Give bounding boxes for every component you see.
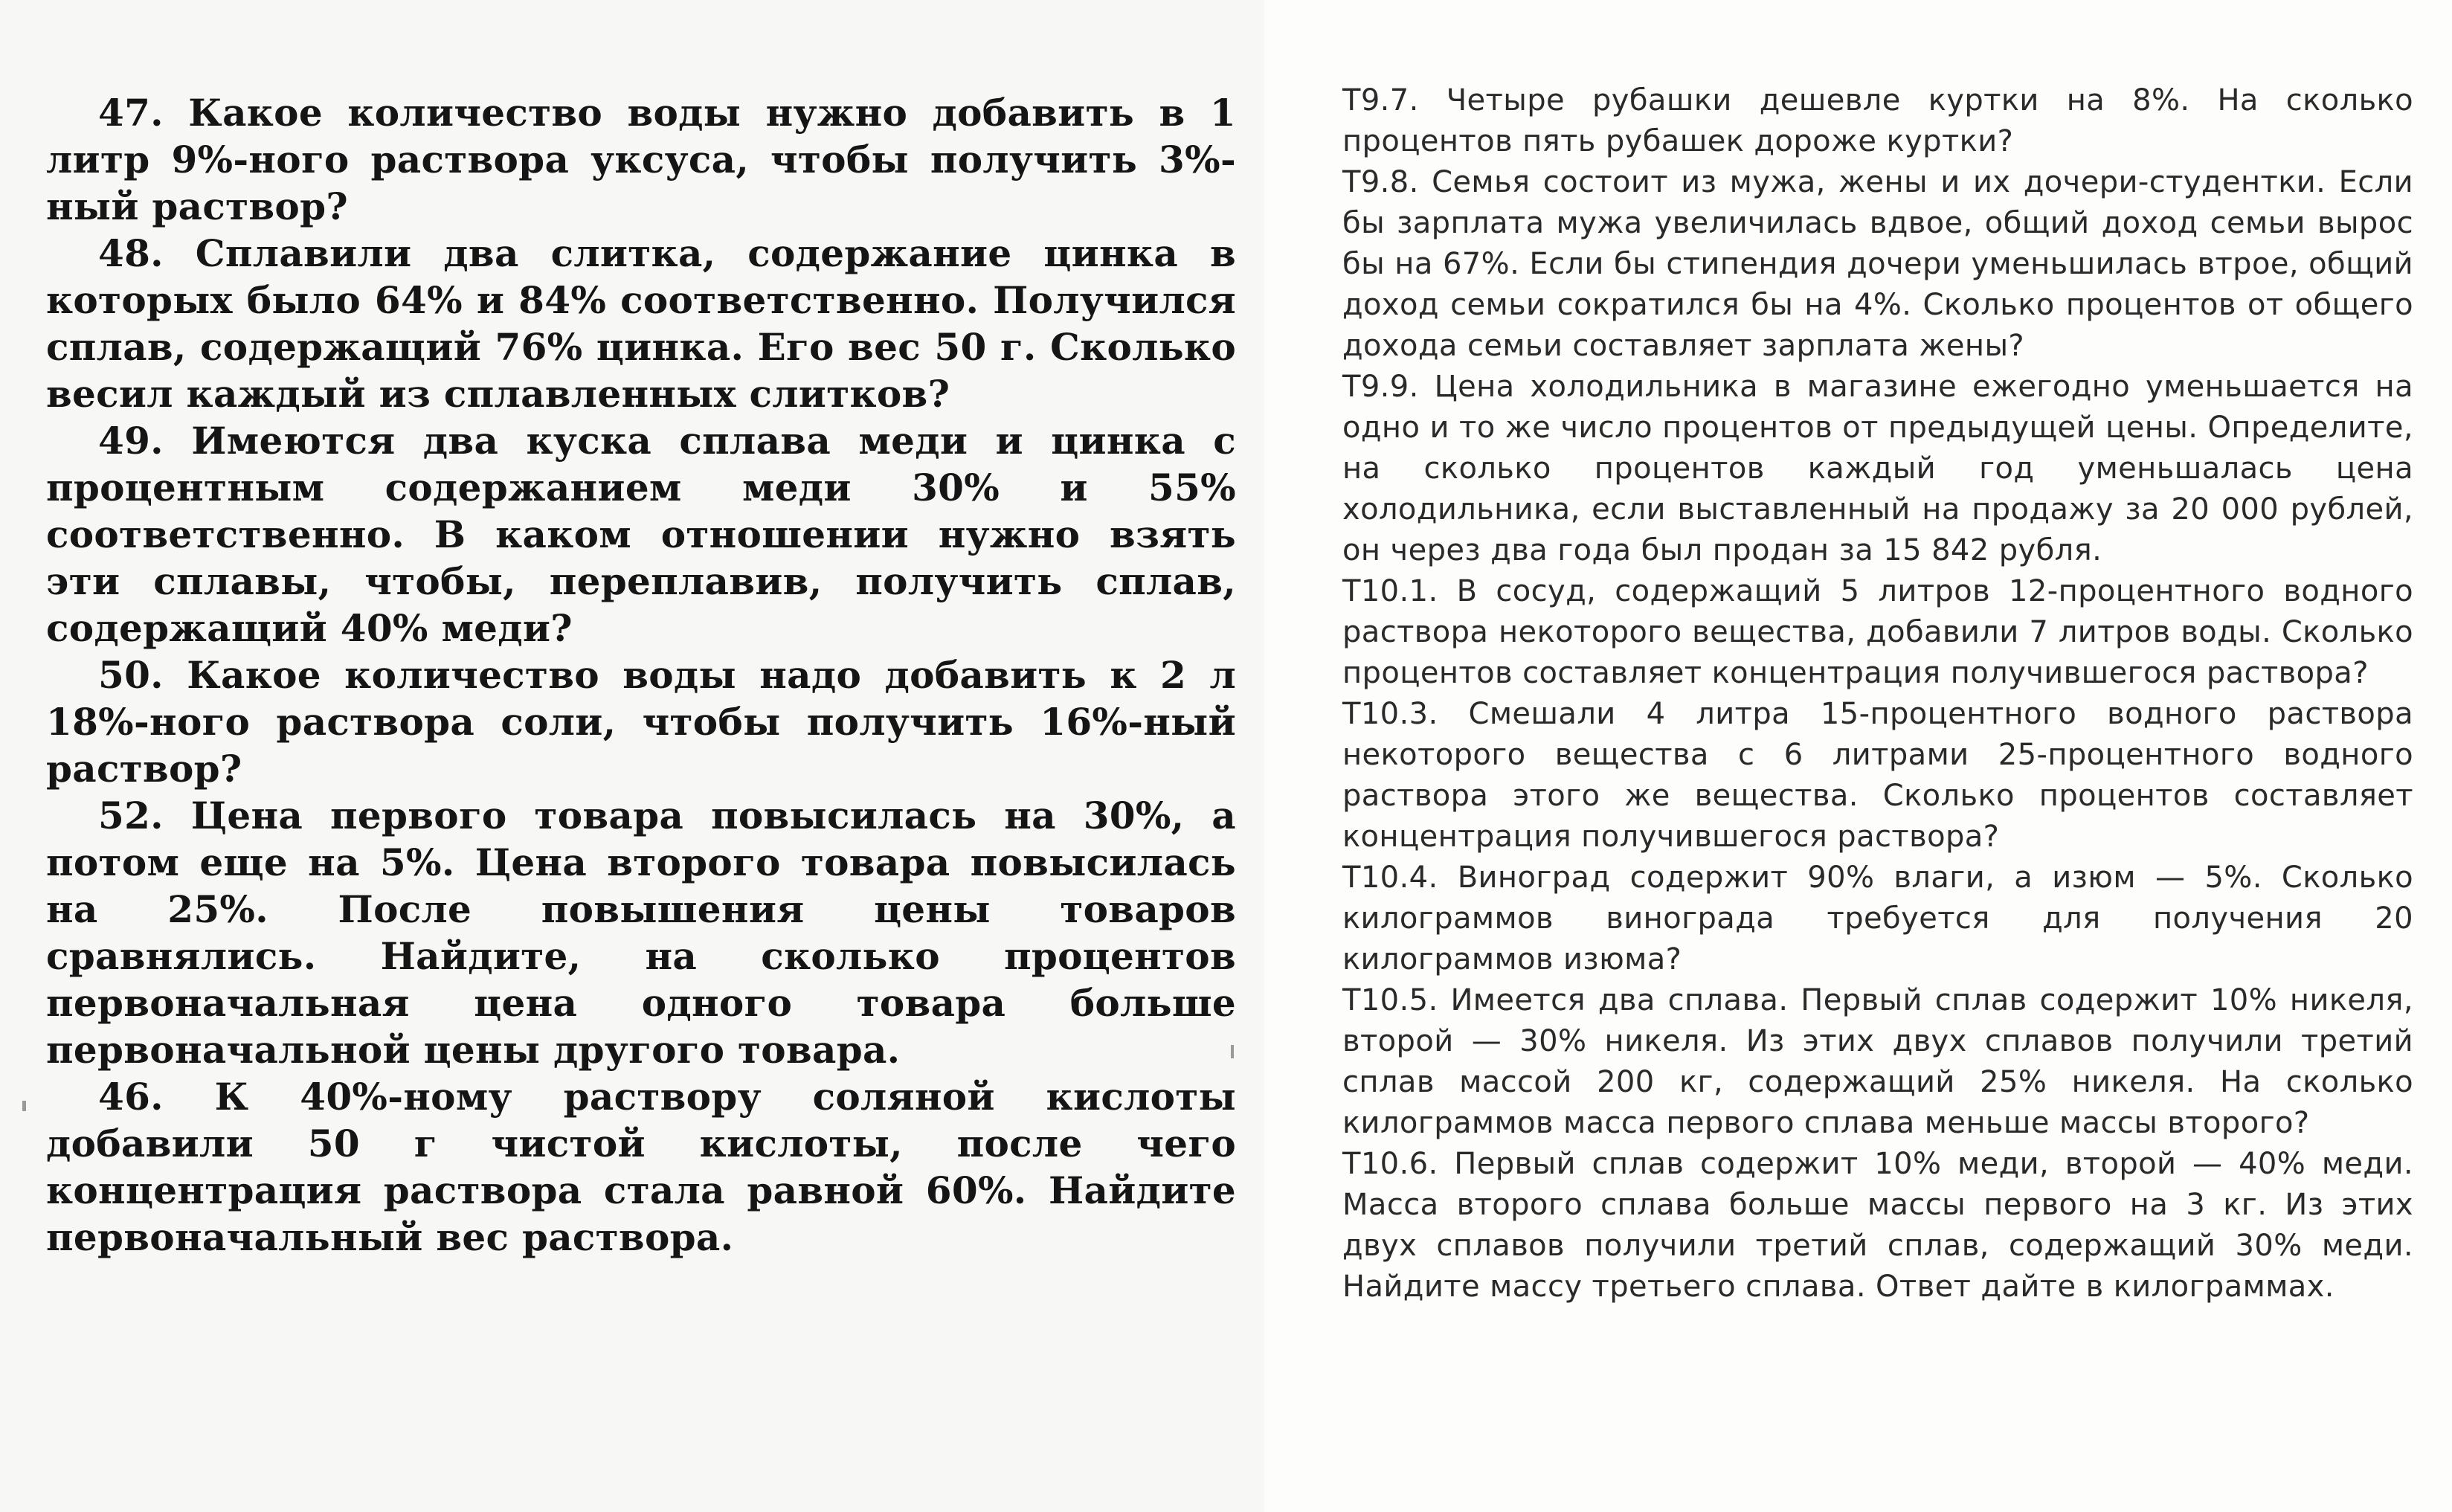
problem-text: Сплавили два слитка, содержание цинка в которых было 64% и 84% соответственно. Получился сплав, содержащий 76% цинка. Его вес 50 г. Сколько весил каждый из сплавленных слитков? bbox=[46, 231, 1236, 416]
right-problem-list bbox=[1342, 80, 2413, 1307]
problem-number: 52. bbox=[98, 794, 164, 837]
problem-t10-6 bbox=[1342, 1144, 2413, 1307]
problem-text: Смешали 4 литра 15-процентного водного раствора некоторого вещества с 6 литрами 25-процентного водного раствора этого же вещества. Сколько процентов составляет концентрация получившегося раствора? bbox=[1342, 697, 2413, 854]
left-problem-list bbox=[46, 89, 1236, 1261]
problem-number: Т9.7. bbox=[1342, 83, 1419, 118]
problem-t10-1 bbox=[1342, 571, 2413, 694]
problem-number: Т10.6. bbox=[1342, 1147, 1438, 1181]
problem-t10-4 bbox=[1342, 858, 2413, 980]
problem-text: В сосуд, содержащий 5 литров 12-процентного водного раствора некоторого вещества, добавили 7 литров воды. Сколько процентов составляет концентрация получившегося раствора? bbox=[1342, 574, 2413, 690]
problem-t9-7 bbox=[1342, 80, 2413, 162]
problem-52 bbox=[46, 792, 1236, 1073]
problem-text: Имеется два сплава. Первый сплав содержит 10% никеля, второй — 30% никеля. Из этих двух сплавов получили третий сплав массой 200 кг, содержащий 25% никеля. На сколько килограммов масса первого сплава меньше массы второго? bbox=[1342, 983, 2413, 1140]
problem-number: Т10.4. bbox=[1342, 860, 1438, 895]
problem-t9-8 bbox=[1342, 162, 2413, 367]
problem-text: К 40%-ному раствору соляной кислоты добавили 50 г чистой кислоты, после чего концентрация раствора стала равной 60%. Найдите первоначальный вес раствора. bbox=[46, 1075, 1236, 1259]
problem-number: 47. bbox=[98, 91, 164, 135]
problem-number: Т10.3. bbox=[1342, 697, 1438, 731]
problem-number: 50. bbox=[98, 653, 164, 697]
problem-text: Какое количество воды нужно добавить в 1 литр 9%-ного раствора уксуса, чтобы получить 3%-ный раствор? bbox=[46, 91, 1236, 228]
problem-text: Какое количество воды надо добавить к 2 л 18%-ного раствора соли, чтобы получить 16%-ный раствор? bbox=[46, 653, 1237, 791]
problem-t10-5 bbox=[1342, 980, 2413, 1144]
problem-text: Цена первого товара повысилась на 30%, а потом еще на 5%. Цена второго товара повысилась на 25%. После повышения цены товаров сравнялись. Найдите, на сколько процентов первоначальная цена одного товара больше первоначальной цены другого товара. bbox=[46, 794, 1236, 1072]
problem-50 bbox=[46, 652, 1236, 792]
problem-text: Семья состоит из мужа, жены и их дочери-студентки. Если бы зарплата мужа увеличилась вдвое, общий доход семьи вырос бы на 67%. Если бы стипендия дочери уменьшилась втрое, общий доход семьи сократился бы на 4%. Сколько процентов от общего дохода семьи составляет зарплата жены? bbox=[1342, 165, 2413, 363]
problem-number: Т9.8. bbox=[1342, 165, 1419, 199]
problem-46 bbox=[46, 1073, 1236, 1261]
problem-t10-3 bbox=[1342, 694, 2413, 858]
problem-49 bbox=[46, 417, 1236, 652]
problem-number: Т10.1. bbox=[1342, 574, 1438, 608]
problem-number: 46. bbox=[98, 1075, 164, 1119]
problem-text: Имеются два куска сплава меди и цинка с процентным содержанием меди 30% и 55% соответственно. В каком отношении нужно взять эти сплавы, чтобы, переплавив, получить сплав, содержащий 40% меди? bbox=[46, 419, 1236, 650]
problem-text: Цена холодильника в магазине ежегодно уменьшается на одно и то же число процентов от предыдущей цены. Определите, на сколько процентов каждый год уменьшалась цена холодильника, если выставленный на продажу за 20 000 рублей, он через два года был продан за 15 842 рубля. bbox=[1342, 370, 2413, 567]
problem-text: Четыре рубашки дешевле куртки на 8%. На сколько процентов пять рубашек дороже куртки? bbox=[1342, 83, 2413, 158]
problem-text: Виноград содержит 90% влаги, а изюм — 5%. Сколько килограммов винограда требуется для получения 20 килограммов изюма? bbox=[1342, 860, 2413, 977]
problem-number: Т9.9. bbox=[1342, 370, 1419, 404]
scan-artifact-left bbox=[22, 1101, 26, 1111]
problem-number: Т10.5. bbox=[1342, 983, 1438, 1017]
problem-47 bbox=[46, 89, 1236, 230]
problem-number: 49. bbox=[98, 419, 164, 463]
problem-t9-9 bbox=[1342, 367, 2413, 571]
problem-48 bbox=[46, 230, 1236, 417]
problem-number: 48. bbox=[98, 231, 164, 275]
problem-text: Первый сплав содержит 10% меди, второй — 40% меди. Масса второго сплава больше массы первого на 3 кг. Из этих двух сплавов получили третий сплав, содержащий 30% меди. Найдите массу третьего сплава. Ответ дайте в килограммах. bbox=[1342, 1147, 2413, 1304]
